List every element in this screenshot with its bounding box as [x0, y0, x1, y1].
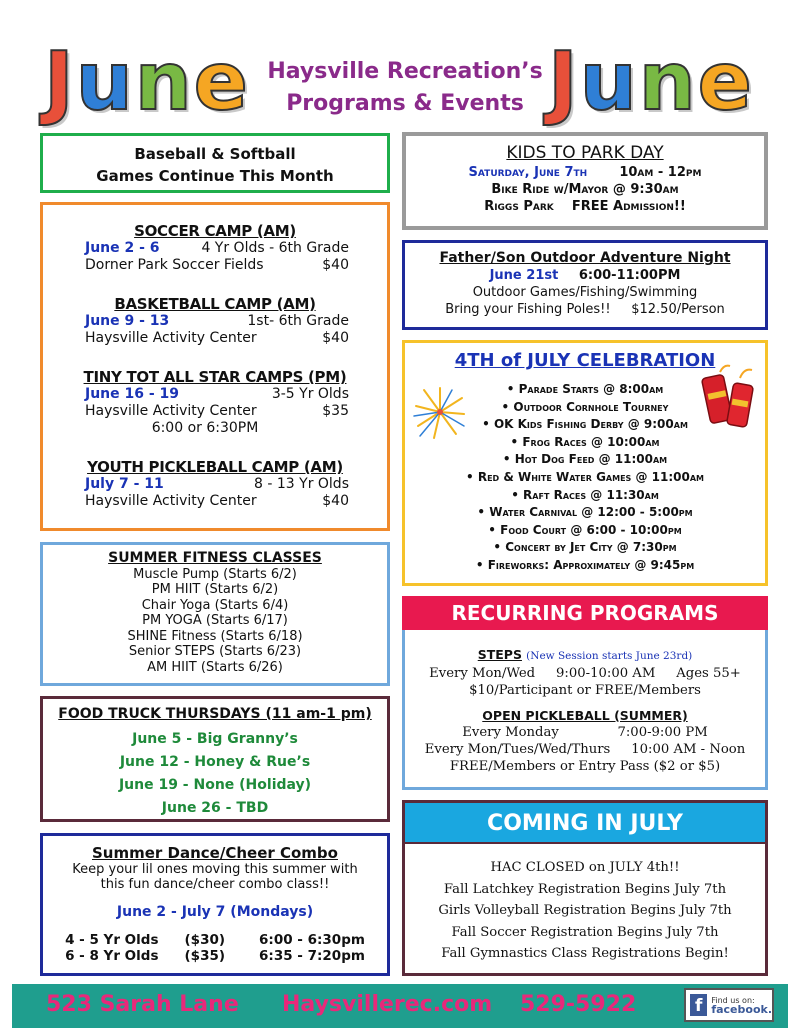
fitness-class: Muscle Pump (Starts 6/2): [133, 566, 297, 582]
fitness-class: PM YOGA (Starts 6/17): [142, 613, 288, 628]
camp-date: June 16 - 19: [85, 386, 180, 402]
june-letter: n: [134, 35, 194, 128]
dance-cheer-box: [40, 833, 390, 976]
fitness-class: PM HIIT (Starts 6/2): [151, 582, 279, 597]
sparkler-icon: [412, 384, 468, 440]
july4-item: • Red & White Water Games @ 11:00am: [405, 469, 765, 487]
page-title: [260, 56, 550, 120]
father-son-time: 6:00-11:00PM: [578, 268, 681, 283]
food-truck-item: June 5 - Big Granny’s: [132, 731, 298, 747]
july4-item: • Concert by Jet City @ 7:30pm: [405, 539, 765, 557]
food-truck-box: [40, 696, 390, 822]
june-letter: e: [697, 35, 754, 128]
camp-location-row: [43, 257, 387, 274]
coming-item: Fall Soccer Registration Begins July 7th: [451, 924, 719, 940]
camp-title: BASKETBALL CAMP (AM): [114, 295, 316, 313]
footer-phone: 529-5922: [520, 992, 637, 1017]
steps-title: STEPS: [477, 647, 522, 662]
soccer-camp: [43, 223, 387, 274]
title-line-2: Programs & Events: [286, 91, 524, 116]
food-truck-item: June 12 - Honey & Rue’s: [119, 754, 311, 770]
fitness-class: AM HIIT (Starts 6/26): [147, 659, 283, 675]
steps-session-note: (New Session starts June 23rd): [526, 650, 693, 662]
july4-title: 4TH of JULY CELEBRATION: [454, 350, 716, 371]
basketball-camp: [43, 296, 387, 347]
camp-location-row: [43, 403, 387, 420]
steps-price: $10/Participant or FREE/Members: [469, 683, 701, 698]
pickleball-camp: [43, 459, 387, 510]
footer-bar: [12, 984, 788, 1028]
coming-item: HAC CLOSED on JULY 4th!!: [490, 860, 680, 875]
recurring-programs-box: [402, 630, 768, 790]
kids-park-bike-ride: Bike Ride w/Mayor @ 9:30am: [491, 182, 679, 197]
july4-item: • Outdoor Cornhole Tourney: [405, 399, 765, 417]
camps-box: [40, 202, 390, 531]
kids-park-location: Riggs Park FREE Admission!!: [484, 199, 686, 214]
july4-item: • Frog Races @ 10:00am: [405, 434, 765, 452]
dance-time: 6:35 - 7:20pm: [259, 948, 365, 964]
coming-in-july-box: [402, 842, 768, 976]
camp-ages: 8 - 13 Yr Olds: [254, 476, 349, 492]
father-son-box: [402, 240, 768, 330]
june-letter: J: [44, 35, 76, 128]
camp-price: $35: [322, 403, 349, 419]
camp-ages: 3-5 Yr Olds: [271, 386, 349, 402]
dance-desc: this fun dance/cheer combo class!!: [100, 877, 330, 892]
father-son-date-row: [405, 267, 765, 284]
firecracker-icon: [700, 362, 758, 430]
pickleball-schedule: Every Monday 7:00-9:00 PM: [462, 725, 708, 740]
camp-date: June 2 - 6: [85, 240, 160, 256]
tiny-tot-camp: [43, 369, 387, 437]
june-logo-right: [548, 35, 754, 128]
fitness-classes-box: [40, 542, 390, 686]
fitness-class: Chair Yoga (Starts 6/4): [141, 597, 289, 613]
food-truck-item: June 26 - TBD: [161, 800, 269, 816]
camp-price: $40: [322, 257, 349, 273]
july4-item: • Raft Races @ 11:30am: [405, 487, 765, 505]
june-logo-left: [44, 35, 250, 128]
camp-title: TINY TOT ALL STAR CAMPS (PM): [83, 368, 347, 386]
facebook-find-label: Find us on:: [711, 995, 755, 1005]
kids-park-date-row: [406, 164, 764, 181]
june-letter: u: [75, 35, 135, 128]
dance-ages: 4 - 5 Yr Olds: [65, 932, 159, 948]
camp-times: 6:00 or 6:30PM: [151, 420, 259, 436]
facebook-icon: f: [690, 994, 707, 1016]
facebook-badge[interactable]: [684, 988, 774, 1022]
title-line-1: Haysville Recreation’s: [267, 59, 543, 84]
july4-item: • Parade Starts @ 8:00am: [405, 381, 765, 399]
camp-location-row: [43, 330, 387, 347]
june-letter: n: [638, 35, 698, 128]
facebook-name: facebook.: [711, 1002, 772, 1016]
facebook-text: [711, 996, 772, 1015]
pickleball-schedule: Every Mon/Tues/Wed/Thurs 10:00 AM - Noon: [424, 742, 746, 757]
camp-location: Haysville Activity Center: [85, 493, 257, 509]
dance-price: ($30): [184, 932, 226, 948]
camp-location: Dorner Park Soccer Fields: [85, 257, 264, 273]
dance-row: [43, 948, 387, 964]
dance-rows: [43, 932, 387, 964]
father-son-date: June 21st: [489, 268, 559, 283]
father-son-title: Father/Son Outdoor Adventure Night: [439, 250, 731, 266]
camp-date-row: [43, 313, 387, 330]
coming-item: Fall Gymnastics Class Registrations Begin!: [441, 946, 729, 961]
food-truck-item: June 19 - None (Holiday): [118, 777, 312, 793]
coming-item: Girls Volleyball Registration Begins July 7th: [438, 903, 732, 918]
steps-schedule: Every Mon/Wed 9:00-10:00 AM Ages 55+: [429, 666, 741, 681]
july4-item: • OK Kids Fishing Derby @ 9:00am: [405, 416, 765, 434]
camp-price: $40: [322, 493, 349, 509]
footer-website-link[interactable]: Haysvillerec.com: [282, 992, 493, 1017]
fitness-class: SHINE Fitness (Starts 6/18): [127, 628, 303, 644]
july4-item: • Food Court @ 6:00 - 10:00pm: [405, 522, 765, 540]
july4-item: • Hot Dog Feed @ 11:00am: [405, 451, 765, 469]
dance-ages: 6 - 8 Yr Olds: [65, 948, 159, 964]
july4-item: • Fireworks: Approximately @ 9:45pm: [405, 557, 765, 575]
dance-title: Summer Dance/Cheer Combo: [92, 844, 338, 862]
dance-dates: June 2 - July 7 (Mondays): [116, 904, 314, 920]
food-truck-title: FOOD TRUCK THURSDAYS (11 am-1 pm): [58, 706, 372, 722]
pickleball-title: OPEN PICKLEBALL (SUMMER): [482, 708, 688, 723]
camp-location: Haysville Activity Center: [85, 330, 257, 346]
camp-location: Haysville Activity Center: [85, 403, 257, 419]
camp-title: SOCCER CAMP (AM): [134, 222, 296, 240]
footer-address: 523 Sarah Lane: [46, 992, 239, 1017]
camp-location-row: [43, 493, 387, 510]
kids-park-title: KIDS TO PARK DAY: [506, 143, 664, 163]
kids-park-time: 10am - 12pm: [619, 165, 702, 180]
june-letter: J: [548, 35, 580, 128]
baseball-softball-box: [40, 133, 390, 193]
july4-item: • Water Carnival @ 12:00 - 5:00pm: [405, 504, 765, 522]
coming-item: Fall Latchkey Registration Begins July 7th: [443, 881, 727, 897]
kids-park-date: Saturday, June 7th: [468, 165, 588, 180]
camp-date: July 7 - 11: [85, 476, 164, 492]
dance-time: 6:00 - 6:30pm: [259, 932, 365, 948]
camp-title: YOUTH PICKLEBALL CAMP (AM): [87, 458, 343, 476]
camp-ages: 1st- 6th Grade: [247, 313, 349, 329]
father-son-price: Bring your Fishing Poles!! $12.50/Person: [445, 302, 725, 317]
fitness-title: SUMMER FITNESS CLASSES: [108, 550, 322, 566]
camp-date-row: [43, 240, 387, 257]
coming-in-july-header: COMING IN JULY: [402, 800, 768, 842]
june-letter: u: [579, 35, 639, 128]
dance-price: ($35): [184, 948, 226, 964]
baseball-line-1: Baseball & Softball: [134, 145, 296, 163]
dance-row: [43, 932, 387, 948]
camp-ages: 4 Yr Olds - 6th Grade: [201, 240, 349, 256]
camp-date-row: [43, 386, 387, 403]
pickleball-price: FREE/Members or Entry Pass ($2 or $5): [449, 759, 721, 774]
recurring-programs-header: RECURRING PROGRAMS: [402, 596, 768, 630]
camp-date: June 9 - 13: [85, 313, 170, 329]
baseball-line-2: Games Continue This Month: [96, 167, 334, 185]
fitness-class: Senior STEPS (Starts 6/23): [128, 644, 302, 659]
camp-date-row: [43, 476, 387, 493]
camp-price: $40: [322, 330, 349, 346]
steps-title-row: [405, 646, 765, 665]
kids-to-park-box: [402, 132, 768, 230]
june-letter: e: [193, 35, 250, 128]
dance-desc: Keep your lil ones moving this summer with: [72, 862, 358, 877]
father-son-activities: Outdoor Games/Fishing/Swimming: [472, 285, 698, 300]
